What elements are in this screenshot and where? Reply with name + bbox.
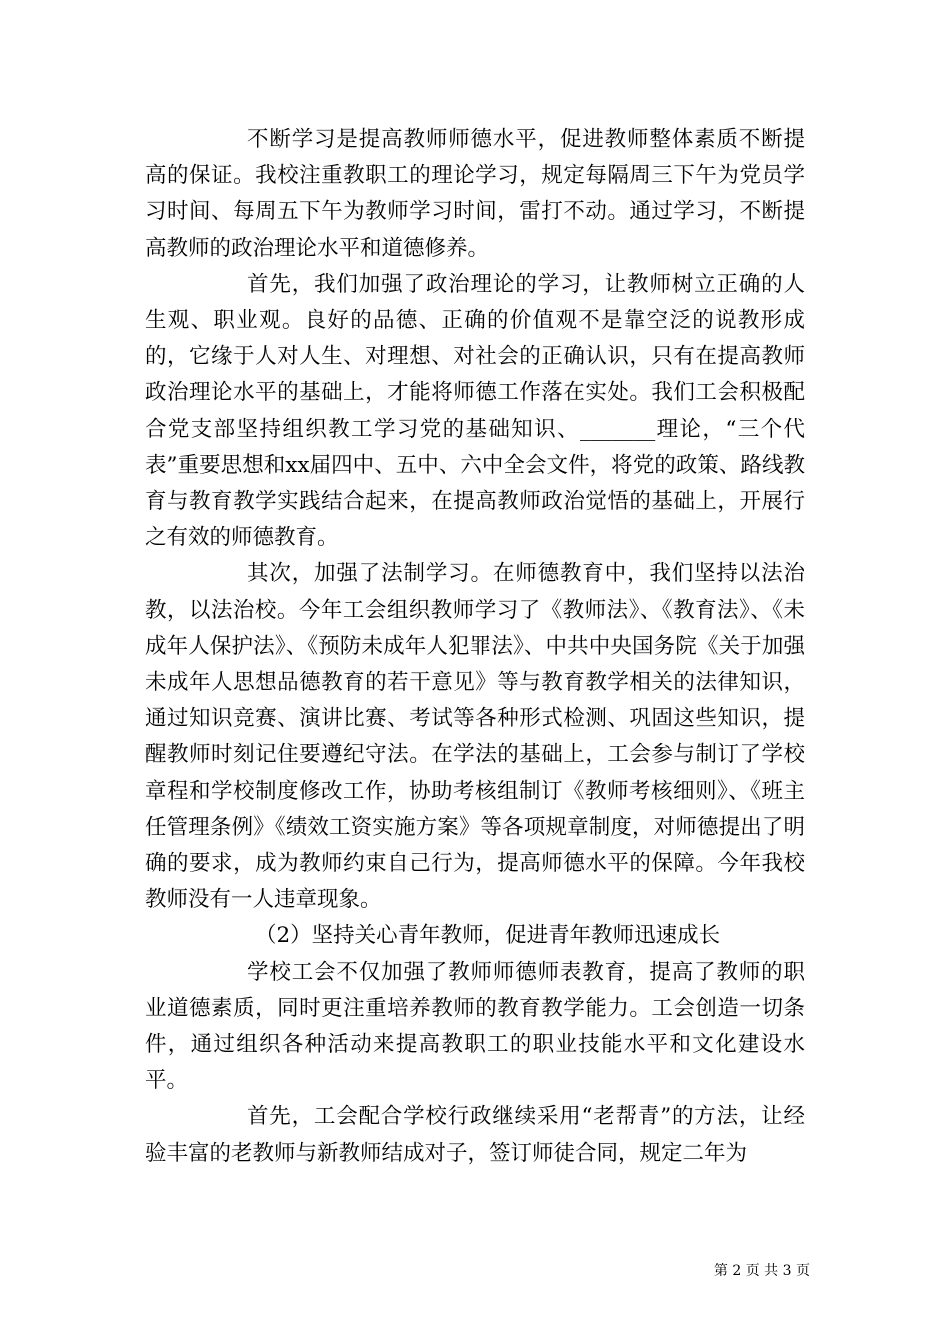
paragraph-legal-study: 其次，加强了法制学习。在师德教育中，我们坚持以法治教，以法治校。今年工会组织教师学习了《教师法》、《教育法》、《未成年人保护法》、《预防未成年人犯罪法》、中共中央国务院《关于加强未成年人思想品德教育的若干意见》等与教育教学相关的法律知识，通过知识竞赛、演讲比赛、考试等各种形式检测、巩固这些知识，提醒教师时刻记住要遵纪守法。在学法的基础上，工会参与制订了学校章程和学校制度修改工作，协助考核组制订《教师考核细则》、《班主任管理条例》《绩效工资实施方案》等各项规章制度，对师德提出了明确的要求，成为教师约束自己行为，提高师德水平的保障。今年我校教师没有一人违章现象。 — [145, 561, 805, 913]
page-number-footer: 第 2 页 共 3 页 — [713, 1263, 810, 1279]
paragraph-study-intro: 不断学习是提高教师师德水平，促进教师整体素质不断提高的保证。我校注重教职工的理论学习，规定每隔周三下午为党员学习时间、每周五下午为教师学习时间，雷打不动。通过学习，不断提高教师的政治理论水平和道德修养。 — [145, 127, 805, 261]
section-heading: （2）坚持关心青年教师，促进青年教师迅速成长 — [255, 923, 721, 949]
paragraph-young-teachers: 学校工会不仅加强了教师师德师表教育，提高了教师的职业道德素质，同时更注重培养教师的教育教学能力。工会创造一切条件，通过组织各种活动来提高教职工的职业技能水平和文化建设水平。 — [145, 959, 805, 1094]
paragraph-political-theory: 首先，我们加强了政治理论的学习，让教师树立正确的人生观、职业观。良好的品德、正确的价值观不是靠空泛的说教形成的，它缘于人对人生、对理想、对社会的正确认识，只有在提高教师政治理论水平的基础上，才能将师德工作落在实处。我们工会积极配合党支部坚持组织教工学习党的基础知识、_______理论，“三个代表”重要思想和xx届四中、五中、六中全会文件，将党的政策、路线教育与教育教学实践结合起来，在提高教师政治觉悟的基础上，开展行之有效的师德教育。 — [145, 271, 805, 551]
paragraph-mentoring: 首先，工会配合学校行政继续采用“老帮青”的方法，让经验丰富的老教师与新教师结成对子，签订师徒合同，规定二年为 — [145, 1104, 805, 1166]
document-body — [145, 122, 805, 1172]
